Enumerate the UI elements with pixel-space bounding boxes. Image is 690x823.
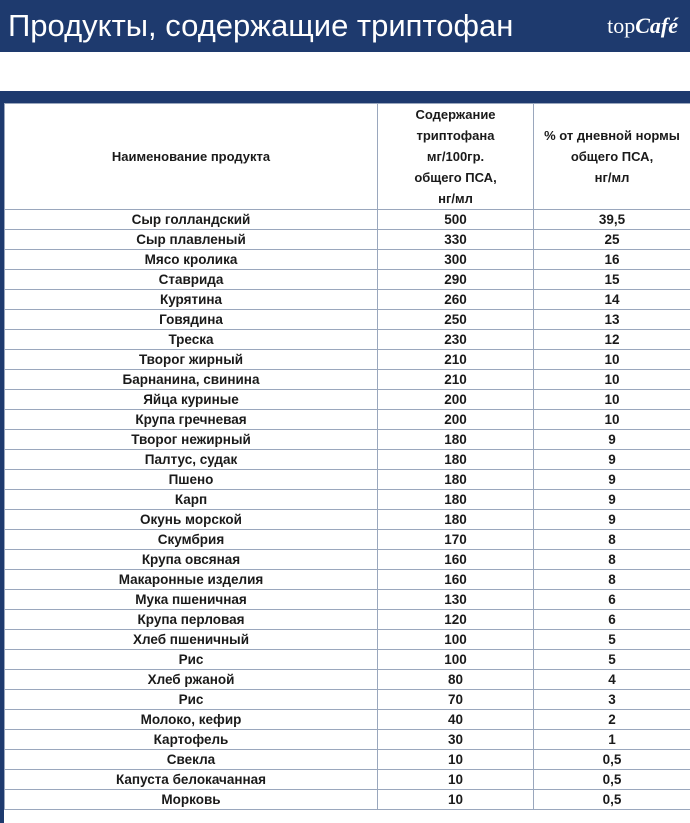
cell-product-name: Сыр плавленый — [5, 230, 378, 250]
cell-product-name: Карп — [5, 490, 378, 510]
header-percent — [534, 104, 690, 210]
table-row — [5, 330, 690, 350]
cell-product-name: Капуста белокачанная — [5, 770, 378, 790]
cell-percent: 10 — [534, 390, 690, 410]
cell-tryptophan: 180 — [378, 470, 534, 490]
cell-percent: 0,5 — [534, 790, 690, 810]
cell-product-name: Крупа овсяная — [5, 550, 378, 570]
header-tryptophan — [378, 104, 534, 210]
cell-tryptophan: 160 — [378, 570, 534, 590]
table-row — [5, 290, 690, 310]
cell-percent: 25 — [534, 230, 690, 250]
table-row — [5, 670, 690, 690]
logo-cafe-text: Café — [635, 13, 678, 38]
cell-percent: 10 — [534, 350, 690, 370]
cell-tryptophan: 210 — [378, 350, 534, 370]
table-row — [5, 430, 690, 450]
cell-tryptophan: 10 — [378, 790, 534, 810]
cell-percent: 16 — [534, 250, 690, 270]
cell-percent: 9 — [534, 470, 690, 490]
cell-tryptophan: 200 — [378, 390, 534, 410]
cell-percent: 9 — [534, 510, 690, 530]
header-percent-line: нг/мл — [594, 170, 630, 185]
cell-percent: 13 — [534, 310, 690, 330]
cell-product-name: Барнанина, свинина — [5, 370, 378, 390]
table-row — [5, 230, 690, 250]
table-body — [5, 210, 690, 810]
header-tryptophan-line: нг/мл — [438, 191, 473, 206]
cell-tryptophan: 40 — [378, 710, 534, 730]
header-percent-line: общего ПСА, — [570, 149, 654, 164]
cell-product-name: Свекла — [5, 750, 378, 770]
cell-product-name: Творог нежирный — [5, 430, 378, 450]
cell-product-name: Скумбрия — [5, 530, 378, 550]
cell-product-name: Палтус, судак — [5, 450, 378, 470]
cell-percent: 9 — [534, 450, 690, 470]
cell-product-name: Творог жирный — [5, 350, 378, 370]
table-row — [5, 310, 690, 330]
topcafe-logo[interactable] — [607, 12, 678, 40]
cell-tryptophan: 230 — [378, 330, 534, 350]
cell-tryptophan: 200 — [378, 410, 534, 430]
table-row — [5, 450, 690, 470]
header-tryptophan-line: общего ПСА, — [414, 170, 497, 185]
cell-tryptophan: 80 — [378, 670, 534, 690]
cell-percent: 3 — [534, 690, 690, 710]
cell-tryptophan: 120 — [378, 610, 534, 630]
cell-tryptophan: 70 — [378, 690, 534, 710]
table-row — [5, 370, 690, 390]
cell-tryptophan: 100 — [378, 650, 534, 670]
cell-percent: 5 — [534, 650, 690, 670]
table-row — [5, 530, 690, 550]
table-row — [5, 750, 690, 770]
cell-tryptophan: 180 — [378, 430, 534, 450]
table-row — [5, 710, 690, 730]
tryptophan-table — [4, 103, 690, 810]
cell-product-name: Рис — [5, 650, 378, 670]
cell-percent: 6 — [534, 610, 690, 630]
cell-product-name: Мясо кролика — [5, 250, 378, 270]
cell-tryptophan: 160 — [378, 550, 534, 570]
cell-tryptophan: 170 — [378, 530, 534, 550]
cell-product-name: Крупа гречневая — [5, 410, 378, 430]
cell-product-name: Говядина — [5, 310, 378, 330]
cell-tryptophan: 180 — [378, 490, 534, 510]
page-header — [0, 0, 690, 52]
cell-product-name: Окунь морской — [5, 510, 378, 530]
cell-product-name: Ставрида — [5, 270, 378, 290]
table-row — [5, 270, 690, 290]
cell-percent: 15 — [534, 270, 690, 290]
cell-tryptophan: 260 — [378, 290, 534, 310]
table-row — [5, 350, 690, 370]
cell-percent: 9 — [534, 430, 690, 450]
cell-tryptophan: 10 — [378, 770, 534, 790]
cell-tryptophan: 500 — [378, 210, 534, 230]
cell-product-name: Молоко, кефир — [5, 710, 378, 730]
table-row — [5, 730, 690, 750]
table-row — [5, 550, 690, 570]
cell-product-name: Хлеб пшеничный — [5, 630, 378, 650]
logo-top-text: top — [607, 13, 636, 38]
cell-tryptophan: 250 — [378, 310, 534, 330]
cell-percent: 8 — [534, 530, 690, 550]
page-title: Продукты, содержащие триптофан — [8, 8, 514, 43]
cell-tryptophan: 290 — [378, 270, 534, 290]
cell-percent: 0,5 — [534, 750, 690, 770]
table-row — [5, 650, 690, 670]
cell-product-name: Яйца куриные — [5, 390, 378, 410]
table-row — [5, 410, 690, 430]
cell-product-name: Треска — [5, 330, 378, 350]
cell-percent: 0,5 — [534, 770, 690, 790]
cell-percent: 9 — [534, 490, 690, 510]
table-row — [5, 490, 690, 510]
cell-percent: 12 — [534, 330, 690, 350]
table-row — [5, 510, 690, 530]
table-row — [5, 390, 690, 410]
cell-percent: 14 — [534, 290, 690, 310]
cell-percent: 6 — [534, 590, 690, 610]
cell-product-name: Мука пшеничная — [5, 590, 378, 610]
cell-product-name: Курятина — [5, 290, 378, 310]
table-top-bar — [0, 91, 690, 103]
header-tryptophan-line: триптофана — [416, 128, 495, 143]
cell-tryptophan: 30 — [378, 730, 534, 750]
cell-tryptophan: 330 — [378, 230, 534, 250]
cell-tryptophan: 100 — [378, 630, 534, 650]
table-row — [5, 630, 690, 650]
cell-tryptophan: 130 — [378, 590, 534, 610]
cell-percent: 10 — [534, 410, 690, 430]
table-header-row — [5, 104, 690, 210]
cell-product-name: Хлеб ржаной — [5, 670, 378, 690]
cell-tryptophan: 210 — [378, 370, 534, 390]
cell-product-name: Морковь — [5, 790, 378, 810]
cell-product-name: Картофель — [5, 730, 378, 750]
cell-percent: 5 — [534, 630, 690, 650]
table-row — [5, 770, 690, 790]
cell-tryptophan: 180 — [378, 450, 534, 470]
table-row — [5, 610, 690, 630]
table-row — [5, 790, 690, 810]
cell-tryptophan: 180 — [378, 510, 534, 530]
cell-tryptophan: 300 — [378, 250, 534, 270]
cell-product-name: Сыр голландский — [5, 210, 378, 230]
cell-product-name: Макаронные изделия — [5, 570, 378, 590]
cell-percent: 1 — [534, 730, 690, 750]
table-row — [5, 590, 690, 610]
cell-percent: 4 — [534, 670, 690, 690]
header-product-name: Наименование продукта — [5, 104, 378, 210]
table-row — [5, 570, 690, 590]
header-percent-line: % от дневной нормы — [544, 128, 680, 143]
cell-product-name: Крупа перловая — [5, 610, 378, 630]
cell-product-name: Рис — [5, 690, 378, 710]
header-tryptophan-line: мг/100гр. — [426, 149, 485, 164]
cell-tryptophan: 10 — [378, 750, 534, 770]
table-row — [5, 470, 690, 490]
table-row — [5, 690, 690, 710]
cell-percent: 8 — [534, 570, 690, 590]
cell-percent: 8 — [534, 550, 690, 570]
cell-percent: 2 — [534, 710, 690, 730]
cell-percent: 10 — [534, 370, 690, 390]
table-row — [5, 250, 690, 270]
table-row — [5, 210, 690, 230]
cell-percent: 39,5 — [534, 210, 690, 230]
header-tryptophan-line: Содержание — [415, 107, 496, 122]
cell-product-name: Пшено — [5, 470, 378, 490]
